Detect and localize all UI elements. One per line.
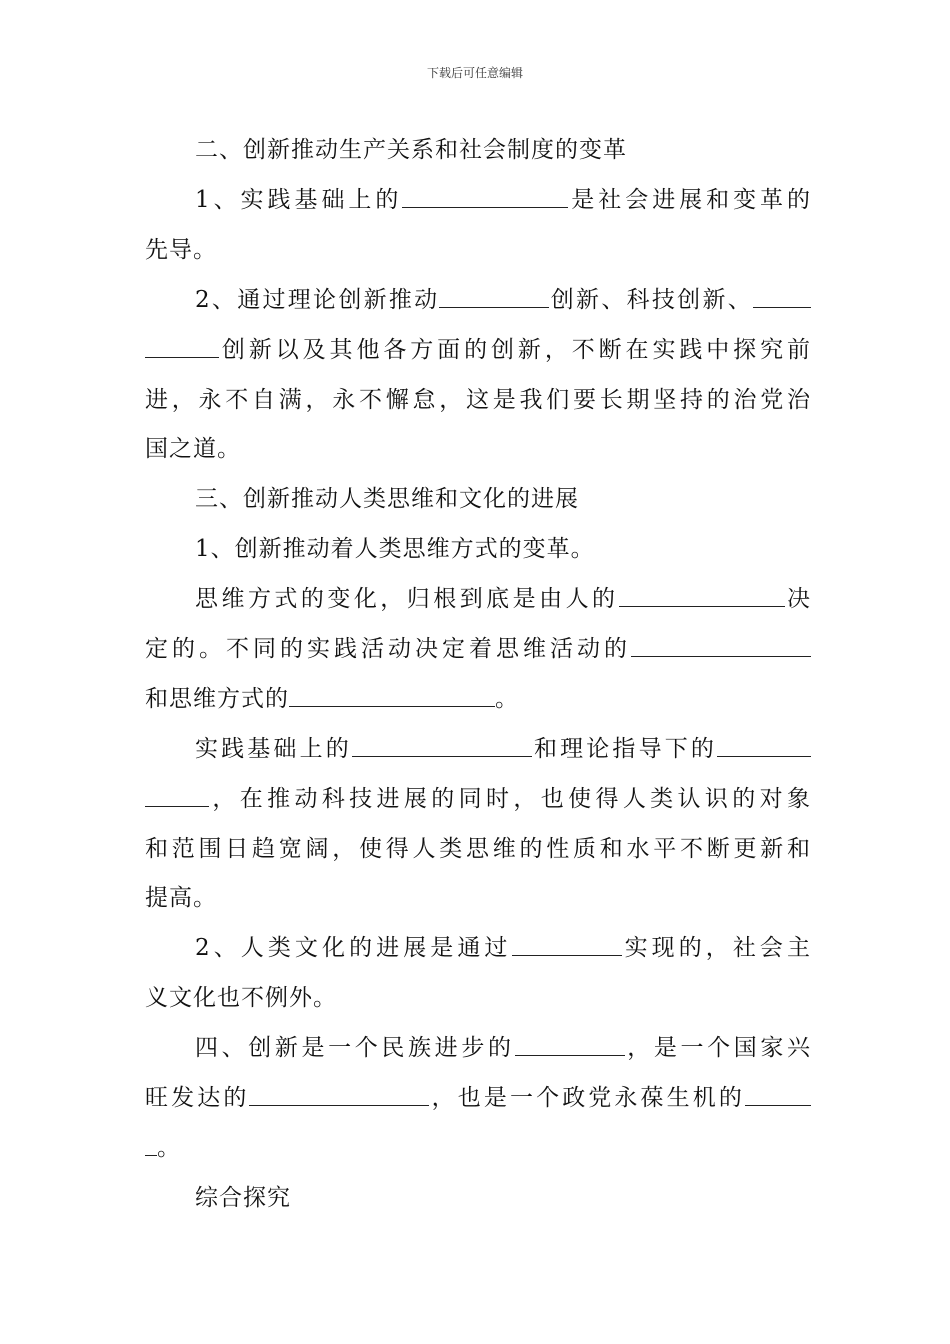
text-segment: ，也是一个政党永葆生机的 bbox=[429, 1085, 746, 1111]
fill-in-blank bbox=[512, 933, 622, 956]
text-segment: ，在推动科技进展的同时，也使得人类认识的对象 bbox=[209, 786, 811, 812]
text-segment: 二、创新推动生产关系和社会制度的变革 bbox=[195, 137, 627, 163]
text-segment: 决 bbox=[784, 586, 812, 612]
text-line bbox=[145, 335, 811, 365]
fill-in-blank bbox=[145, 335, 219, 358]
text-line bbox=[195, 933, 811, 963]
text-line bbox=[145, 684, 811, 714]
text-segment: 四、创新是一个民族进步的 bbox=[195, 1035, 515, 1061]
text-segment: 2、通过理论创新推动 bbox=[195, 287, 440, 313]
text-segment: 进，永不自满，永不懈怠，这是我们要长期坚持的治党治 bbox=[145, 387, 811, 413]
text-segment: 综合探究 bbox=[195, 1185, 291, 1211]
text-line bbox=[145, 235, 811, 265]
text-segment: 2、人类文化的进展是通过 bbox=[195, 935, 512, 961]
text-line bbox=[195, 1033, 811, 1063]
text-segment: 和范围日趋宽阔，使得人类思维的性质和水平不断更新和 bbox=[145, 836, 811, 862]
text-segment: 实现的，社会主 bbox=[621, 935, 812, 961]
fill-in-blank bbox=[515, 1033, 625, 1056]
text-line bbox=[195, 135, 811, 165]
text-segment: 定的。不同的实践活动决定着思维活动的 bbox=[145, 636, 631, 662]
text-segment: ，是一个国家兴 bbox=[624, 1035, 812, 1061]
fill-in-blank bbox=[249, 1083, 429, 1106]
text-segment: 实践基础上的 bbox=[195, 736, 352, 762]
text-segment: 和理论指导下的 bbox=[531, 736, 718, 762]
text-line bbox=[145, 983, 811, 1013]
text-line bbox=[145, 883, 811, 913]
fill-in-blank bbox=[402, 185, 568, 208]
text-segment: 旺发达的 bbox=[145, 1085, 250, 1111]
text-segment: 提高。 bbox=[145, 885, 217, 911]
text-line bbox=[195, 285, 811, 315]
text-line bbox=[145, 1083, 811, 1113]
text-line bbox=[145, 434, 811, 464]
text-segment: 是社会进展和变革的 bbox=[568, 187, 812, 213]
text-segment: 。 bbox=[495, 686, 519, 712]
text-segment: 思维方式的变化，归根到底是由人的 bbox=[195, 586, 619, 612]
text-line bbox=[195, 584, 811, 614]
text-segment: 先导。 bbox=[145, 237, 217, 263]
text-line bbox=[145, 634, 811, 664]
fill-in-blank bbox=[352, 734, 532, 757]
text-line bbox=[195, 534, 811, 564]
text-segment: 创新、科技创新、 bbox=[549, 287, 754, 313]
fill-in-blank bbox=[289, 684, 495, 707]
text-segment: 国之道。 bbox=[145, 436, 241, 462]
text-segment: 创新以及其他各方面的创新，不断在实践中探究前 bbox=[219, 337, 811, 363]
text-segment: 和思维方式的 bbox=[145, 686, 289, 712]
text-segment: 1、创新推动着人类思维方式的变革。 bbox=[195, 536, 595, 562]
text-line bbox=[145, 1133, 811, 1163]
text-line bbox=[195, 734, 811, 764]
text-line bbox=[195, 1183, 811, 1213]
fill-in-blank bbox=[631, 634, 811, 657]
page-header: 下载后可任意编辑 bbox=[426, 66, 523, 80]
fill-in-blank bbox=[619, 584, 785, 607]
text-line bbox=[145, 385, 811, 415]
text-segment: 三、创新推动人类思维和文化的进展 bbox=[195, 486, 579, 512]
text-line bbox=[145, 784, 811, 814]
text-line bbox=[195, 484, 811, 514]
text-segment: 1、实践基础上的 bbox=[195, 187, 403, 213]
fill-in-blank bbox=[145, 1133, 157, 1156]
fill-in-blank bbox=[439, 285, 549, 308]
fill-in-blank bbox=[145, 784, 209, 807]
text-segment: 义文化也不例外。 bbox=[145, 985, 337, 1011]
fill-in-blank bbox=[745, 1083, 811, 1106]
text-line bbox=[195, 185, 811, 215]
text-line bbox=[145, 834, 811, 864]
fill-in-blank bbox=[717, 734, 811, 757]
text-segment: 。 bbox=[157, 1135, 181, 1161]
fill-in-blank bbox=[753, 285, 811, 308]
